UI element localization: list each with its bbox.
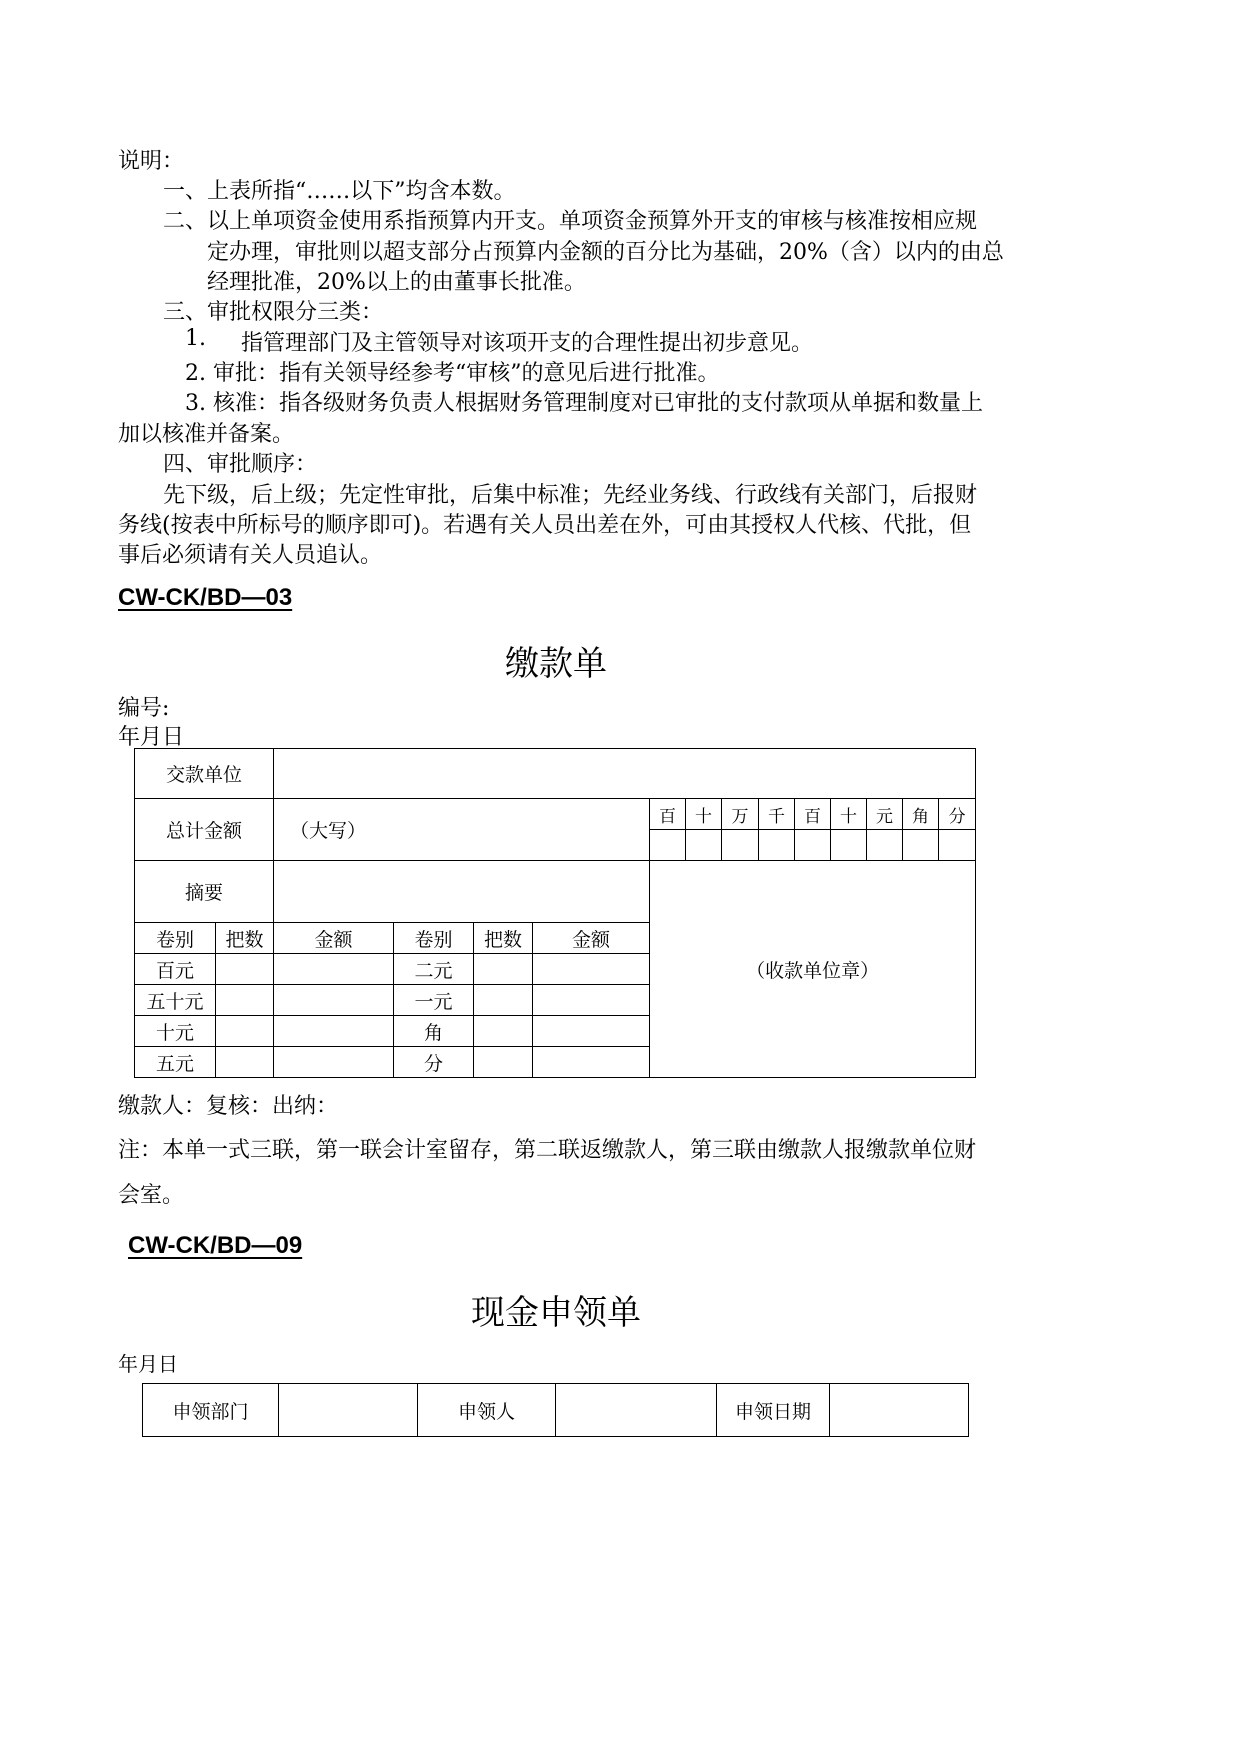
denom-count-cell[interactable] [216,1047,274,1078]
department-field[interactable] [279,1384,418,1437]
denom-row-label-left: 百元 [135,954,216,985]
denom-row-label-right: 分 [394,1047,474,1078]
total-amount-label: 总计金额 [135,799,274,861]
notes-order-line-1: 先下级，后上级；先定性审批，后集中标准；先经业务线、行政线有关部门，后报财 [163,483,978,508]
form1-date-label: 年月日 [118,725,185,750]
form2-code [118,1232,302,1260]
notes-sub-1-text: 指管理部门及主管领导对该项开支的合理性提出初步意见。 [241,331,814,356]
denom-row-label-left: 五十元 [135,985,216,1016]
denom-header-type-1: 卷别 [135,923,216,954]
stamp-label: （收款单位章） [746,959,880,982]
denom-header-type-2: 卷别 [394,923,474,954]
digit-cell[interactable] [939,830,976,861]
notes-heading: 说明： [118,149,185,174]
denom-amount-cell[interactable] [533,1047,650,1078]
department-label: 申领部门 [143,1384,279,1437]
denom-amount-cell[interactable] [274,1016,394,1047]
form1-signatures: 缴款人：复核：出纳： [118,1094,339,1119]
request-date-field[interactable] [830,1384,969,1437]
receiving-unit-stamp [650,861,976,1078]
notes-sub-1-number: 1. [185,326,206,351]
denom-amount-cell[interactable] [533,954,650,985]
summary-label: 摘要 [135,861,274,923]
notes-item-3: 三、审批权限分三类： [163,300,384,325]
denom-count-cell[interactable] [474,985,533,1016]
digit-cell[interactable] [650,830,686,861]
form2-code-text: CW-CK/BD—09 [128,1232,303,1259]
summary-field[interactable] [274,861,650,923]
applicant-label: 申领人 [418,1384,556,1437]
cash-request-table [142,1383,969,1437]
denom-amount-cell[interactable] [274,1047,394,1078]
notes-item-2-line-3: 经理批准，20%以上的由董事长批准。 [207,270,586,295]
request-date-label: 申领日期 [717,1384,830,1437]
digit-header-wan: 万 [722,799,759,830]
notes-sub-3-line-2: 加以核准并备案。 [118,422,295,447]
digit-cell[interactable] [867,830,903,861]
denom-row-label-left: 五元 [135,1047,216,1078]
notes-item-1: 一、上表所指“……以下”均含本数。 [163,179,516,204]
form2-date-label: 年月日 [118,1352,178,1376]
notes-sub-2: 2. 审批：指有关领导经参考“审核”的意见后进行批准。 [185,361,720,386]
payment-form-table [134,748,976,1078]
denom-amount-cell[interactable] [274,985,394,1016]
digit-header-shi-2: 十 [831,799,867,830]
digit-cell[interactable] [722,830,759,861]
daxie-hint: （大写） [290,820,367,842]
notes-sub-3-line-1: 3. 核准：指各级财务负责人根据财务管理制度对已审批的支付款项从单据和数量上 [185,391,983,416]
denom-row-label-right: 一元 [394,985,474,1016]
denom-count-cell[interactable] [474,1016,533,1047]
notes-item-4: 四、审批顺序： [163,452,318,477]
denom-count-cell[interactable] [216,954,274,985]
form2-title: 现金申领单 [471,1293,641,1333]
digit-header-qian: 千 [759,799,795,830]
digit-header-fen: 分 [939,799,976,830]
digit-cell[interactable] [903,830,939,861]
denom-count-cell[interactable] [474,954,533,985]
digit-header-bai-1: 百 [650,799,686,830]
notes-order-line-2: 务线(按表中所标号的顺序即可)。若遇有关人员出差在外，可由其授权人代核、代批，但 [118,513,972,538]
denom-row-label-right: 二元 [394,954,474,985]
denom-amount-cell[interactable] [533,985,650,1016]
denom-header-amount-1: 金额 [274,923,394,954]
digit-header-shi-1: 十 [686,799,722,830]
payer-unit-label: 交款单位 [135,749,274,799]
digit-cell[interactable] [686,830,722,861]
form1-title: 缴款单 [505,644,607,684]
digit-cell[interactable] [831,830,867,861]
denom-header-count-2: 把数 [474,923,533,954]
digit-cell[interactable] [795,830,831,861]
denom-header-count-1: 把数 [216,923,274,954]
denom-row-label-right: 角 [394,1016,474,1047]
form1-code: CW-CK/BD—03 [118,584,293,611]
denom-header-amount-2: 金额 [533,923,650,954]
digit-header-jiao: 角 [903,799,939,830]
digit-header-bai-2: 百 [795,799,831,830]
notes-order-line-3: 事后必须请有关人员追认。 [118,543,383,568]
notes-item-2-line-1: 二、以上单项资金使用系指预算内开支。单项资金预算外开支的审核与核准按相应规 [163,209,978,234]
digit-header-yuan: 元 [867,799,903,830]
denom-count-cell[interactable] [216,1016,274,1047]
form1-note-line-2: 会室。 [118,1183,185,1208]
denom-amount-cell[interactable] [274,954,394,985]
denom-amount-cell[interactable] [533,1016,650,1047]
applicant-field[interactable] [556,1384,717,1437]
form1-number-label: 编号: [118,696,170,721]
digit-cell[interactable] [759,830,795,861]
total-amount-words-field[interactable] [274,799,650,861]
form1-note-line-1: 注：本单一式三联，第一联会计室留存，第二联返缴款人，第三联由缴款人报缴款单位财 [118,1138,977,1163]
denom-count-cell[interactable] [474,1047,533,1078]
denom-row-label-left: 十元 [135,1016,216,1047]
notes-item-2-line-2: 定办理，审批则以超支部分占预算内金额的百分比为基础，20%（含）以内的由总 [207,240,1004,265]
denom-count-cell[interactable] [216,985,274,1016]
payer-unit-field[interactable] [274,749,976,799]
